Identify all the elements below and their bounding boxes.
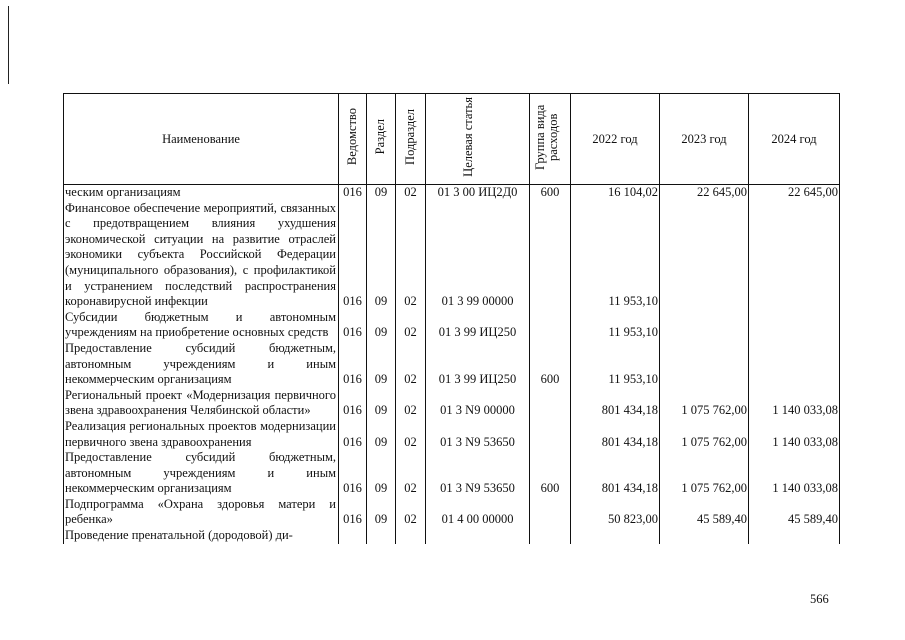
table-row [64, 388, 840, 419]
header-razdel-text: Раздел [373, 119, 388, 155]
cell-razdel: 09 [367, 341, 396, 388]
cell-2023 [660, 528, 749, 544]
binding-margin-line [8, 6, 9, 84]
budget-table [63, 93, 840, 544]
header-celevaya-statya [426, 94, 530, 185]
cell-gruppa [530, 201, 571, 310]
table-row [64, 201, 840, 310]
cell-celevaya-statya: 01 3 N9 00000 [426, 388, 530, 419]
cell-razdel [367, 528, 396, 544]
cell-2024 [749, 201, 840, 310]
cell-podrazdel [396, 528, 426, 544]
cell-vedomstvo: 016 [339, 497, 367, 528]
table-row [64, 341, 840, 388]
cell-name: Субсидии бюджетным и автономным учреждениям на приобретение основных средств [64, 310, 339, 341]
cell-podrazdel: 02 [396, 388, 426, 419]
cell-celevaya-statya: 01 3 00 ИЦ2Д0 [426, 185, 530, 201]
header-razdel [367, 94, 396, 185]
cell-2023: 1 075 762,00 [660, 419, 749, 450]
cell-gruppa: 600 [530, 185, 571, 201]
cell-name: Финансовое обеспечение мероприятий, связанных с предотвращением влияния ухудшения экономической ситуации на развитие отраслей экономики субъекта Российской Федерации (муниципального образования), с профилактикой и устранением последствий распространения коронавирусной инфекции [64, 201, 339, 310]
cell-2024 [749, 341, 840, 388]
cell-2023 [660, 201, 749, 310]
cell-vedomstvo: 016 [339, 450, 367, 497]
cell-celevaya-statya: 01 3 99 00000 [426, 201, 530, 310]
cell-2024: 1 140 033,08 [749, 450, 840, 497]
cell-2022: 801 434,18 [571, 450, 660, 497]
cell-2024: 45 589,40 [749, 497, 840, 528]
cell-vedomstvo: 016 [339, 310, 367, 341]
cell-podrazdel: 02 [396, 310, 426, 341]
cell-celevaya-statya: 01 4 00 00000 [426, 497, 530, 528]
header-2022: 2022 год [571, 94, 660, 185]
header-podrazdel-text: Подраздел [402, 109, 417, 165]
cell-razdel: 09 [367, 185, 396, 201]
cell-2024 [749, 310, 840, 341]
cell-razdel: 09 [367, 201, 396, 310]
table-row [64, 528, 840, 544]
cell-razdel: 09 [367, 419, 396, 450]
cell-2024: 22 645,00 [749, 185, 840, 201]
cell-podrazdel: 02 [396, 497, 426, 528]
cell-2022: 11 953,10 [571, 201, 660, 310]
header-vedomstvo-text: Ведомство [344, 108, 359, 166]
cell-gruppa [530, 528, 571, 544]
header-gruppa-vida-rashodov [530, 94, 571, 185]
cell-vedomstvo: 016 [339, 185, 367, 201]
cell-gruppa: 600 [530, 450, 571, 497]
cell-celevaya-statya [426, 528, 530, 544]
cell-vedomstvo [339, 528, 367, 544]
header-celevaya-statya-text: Целевая статья [460, 97, 475, 177]
table-row [64, 450, 840, 497]
cell-podrazdel: 02 [396, 201, 426, 310]
cell-2023: 22 645,00 [660, 185, 749, 201]
cell-2022: 16 104,02 [571, 185, 660, 201]
cell-name: Реализация региональных проектов модернизации первичного звена здравоохранения [64, 419, 339, 450]
cell-2023: 45 589,40 [660, 497, 749, 528]
cell-razdel: 09 [367, 497, 396, 528]
cell-celevaya-statya: 01 3 N9 53650 [426, 419, 530, 450]
cell-2024: 1 140 033,08 [749, 388, 840, 419]
cell-gruppa [530, 419, 571, 450]
cell-podrazdel: 02 [396, 341, 426, 388]
cell-name: Подпрограмма «Охрана здоровья матери и ребенка» [64, 497, 339, 528]
cell-razdel: 09 [367, 450, 396, 497]
cell-name: Проведение пренатальной (дородовой) ди- [64, 528, 339, 544]
cell-celevaya-statya: 01 3 N9 53650 [426, 450, 530, 497]
cell-2022: 11 953,10 [571, 310, 660, 341]
header-2023: 2023 год [660, 94, 749, 185]
header-gruppa-text: Группа вида расходов [533, 104, 561, 170]
cell-celevaya-statya: 01 3 99 ИЦ250 [426, 310, 530, 341]
header-podrazdel [396, 94, 426, 185]
cell-razdel: 09 [367, 388, 396, 419]
header-2024: 2024 год [749, 94, 840, 185]
cell-podrazdel: 02 [396, 450, 426, 497]
cell-podrazdel: 02 [396, 419, 426, 450]
header-name: Наименование [64, 94, 339, 185]
cell-2022 [571, 528, 660, 544]
budget-table-sheet [63, 93, 839, 544]
table-row [64, 185, 840, 201]
table-row [64, 310, 840, 341]
cell-vedomstvo: 016 [339, 388, 367, 419]
cell-vedomstvo: 016 [339, 419, 367, 450]
cell-celevaya-statya: 01 3 99 ИЦ250 [426, 341, 530, 388]
cell-2023 [660, 341, 749, 388]
cell-podrazdel: 02 [396, 185, 426, 201]
cell-2022: 11 953,10 [571, 341, 660, 388]
cell-name: ческим организациям [64, 185, 339, 201]
cell-name: Региональный проект «Модернизация первичного звена здравоохранения Челябинской области» [64, 388, 339, 419]
cell-2023: 1 075 762,00 [660, 388, 749, 419]
cell-2022: 50 823,00 [571, 497, 660, 528]
cell-vedomstvo: 016 [339, 341, 367, 388]
header-vedomstvo [339, 94, 367, 185]
cell-gruppa [530, 310, 571, 341]
cell-2023: 1 075 762,00 [660, 450, 749, 497]
cell-2022: 801 434,18 [571, 419, 660, 450]
cell-name: Предоставление субсидий бюджетным, автономным учреждениям и иным некоммерческим организациям [64, 341, 339, 388]
cell-razdel: 09 [367, 310, 396, 341]
table-row [64, 419, 840, 450]
cell-2024: 1 140 033,08 [749, 419, 840, 450]
cell-gruppa [530, 497, 571, 528]
cell-gruppa [530, 388, 571, 419]
cell-gruppa: 600 [530, 341, 571, 388]
page-number: 566 [810, 592, 829, 606]
cell-name: Предоставление субсидий бюджетным, автономным учреждениям и иным некоммерческим организациям [64, 450, 339, 497]
table-row [64, 497, 840, 528]
cell-2023 [660, 310, 749, 341]
cell-2022: 801 434,18 [571, 388, 660, 419]
table-body [64, 185, 840, 544]
cell-2024 [749, 528, 840, 544]
cell-vedomstvo: 016 [339, 201, 367, 310]
table-header-row [64, 94, 840, 185]
